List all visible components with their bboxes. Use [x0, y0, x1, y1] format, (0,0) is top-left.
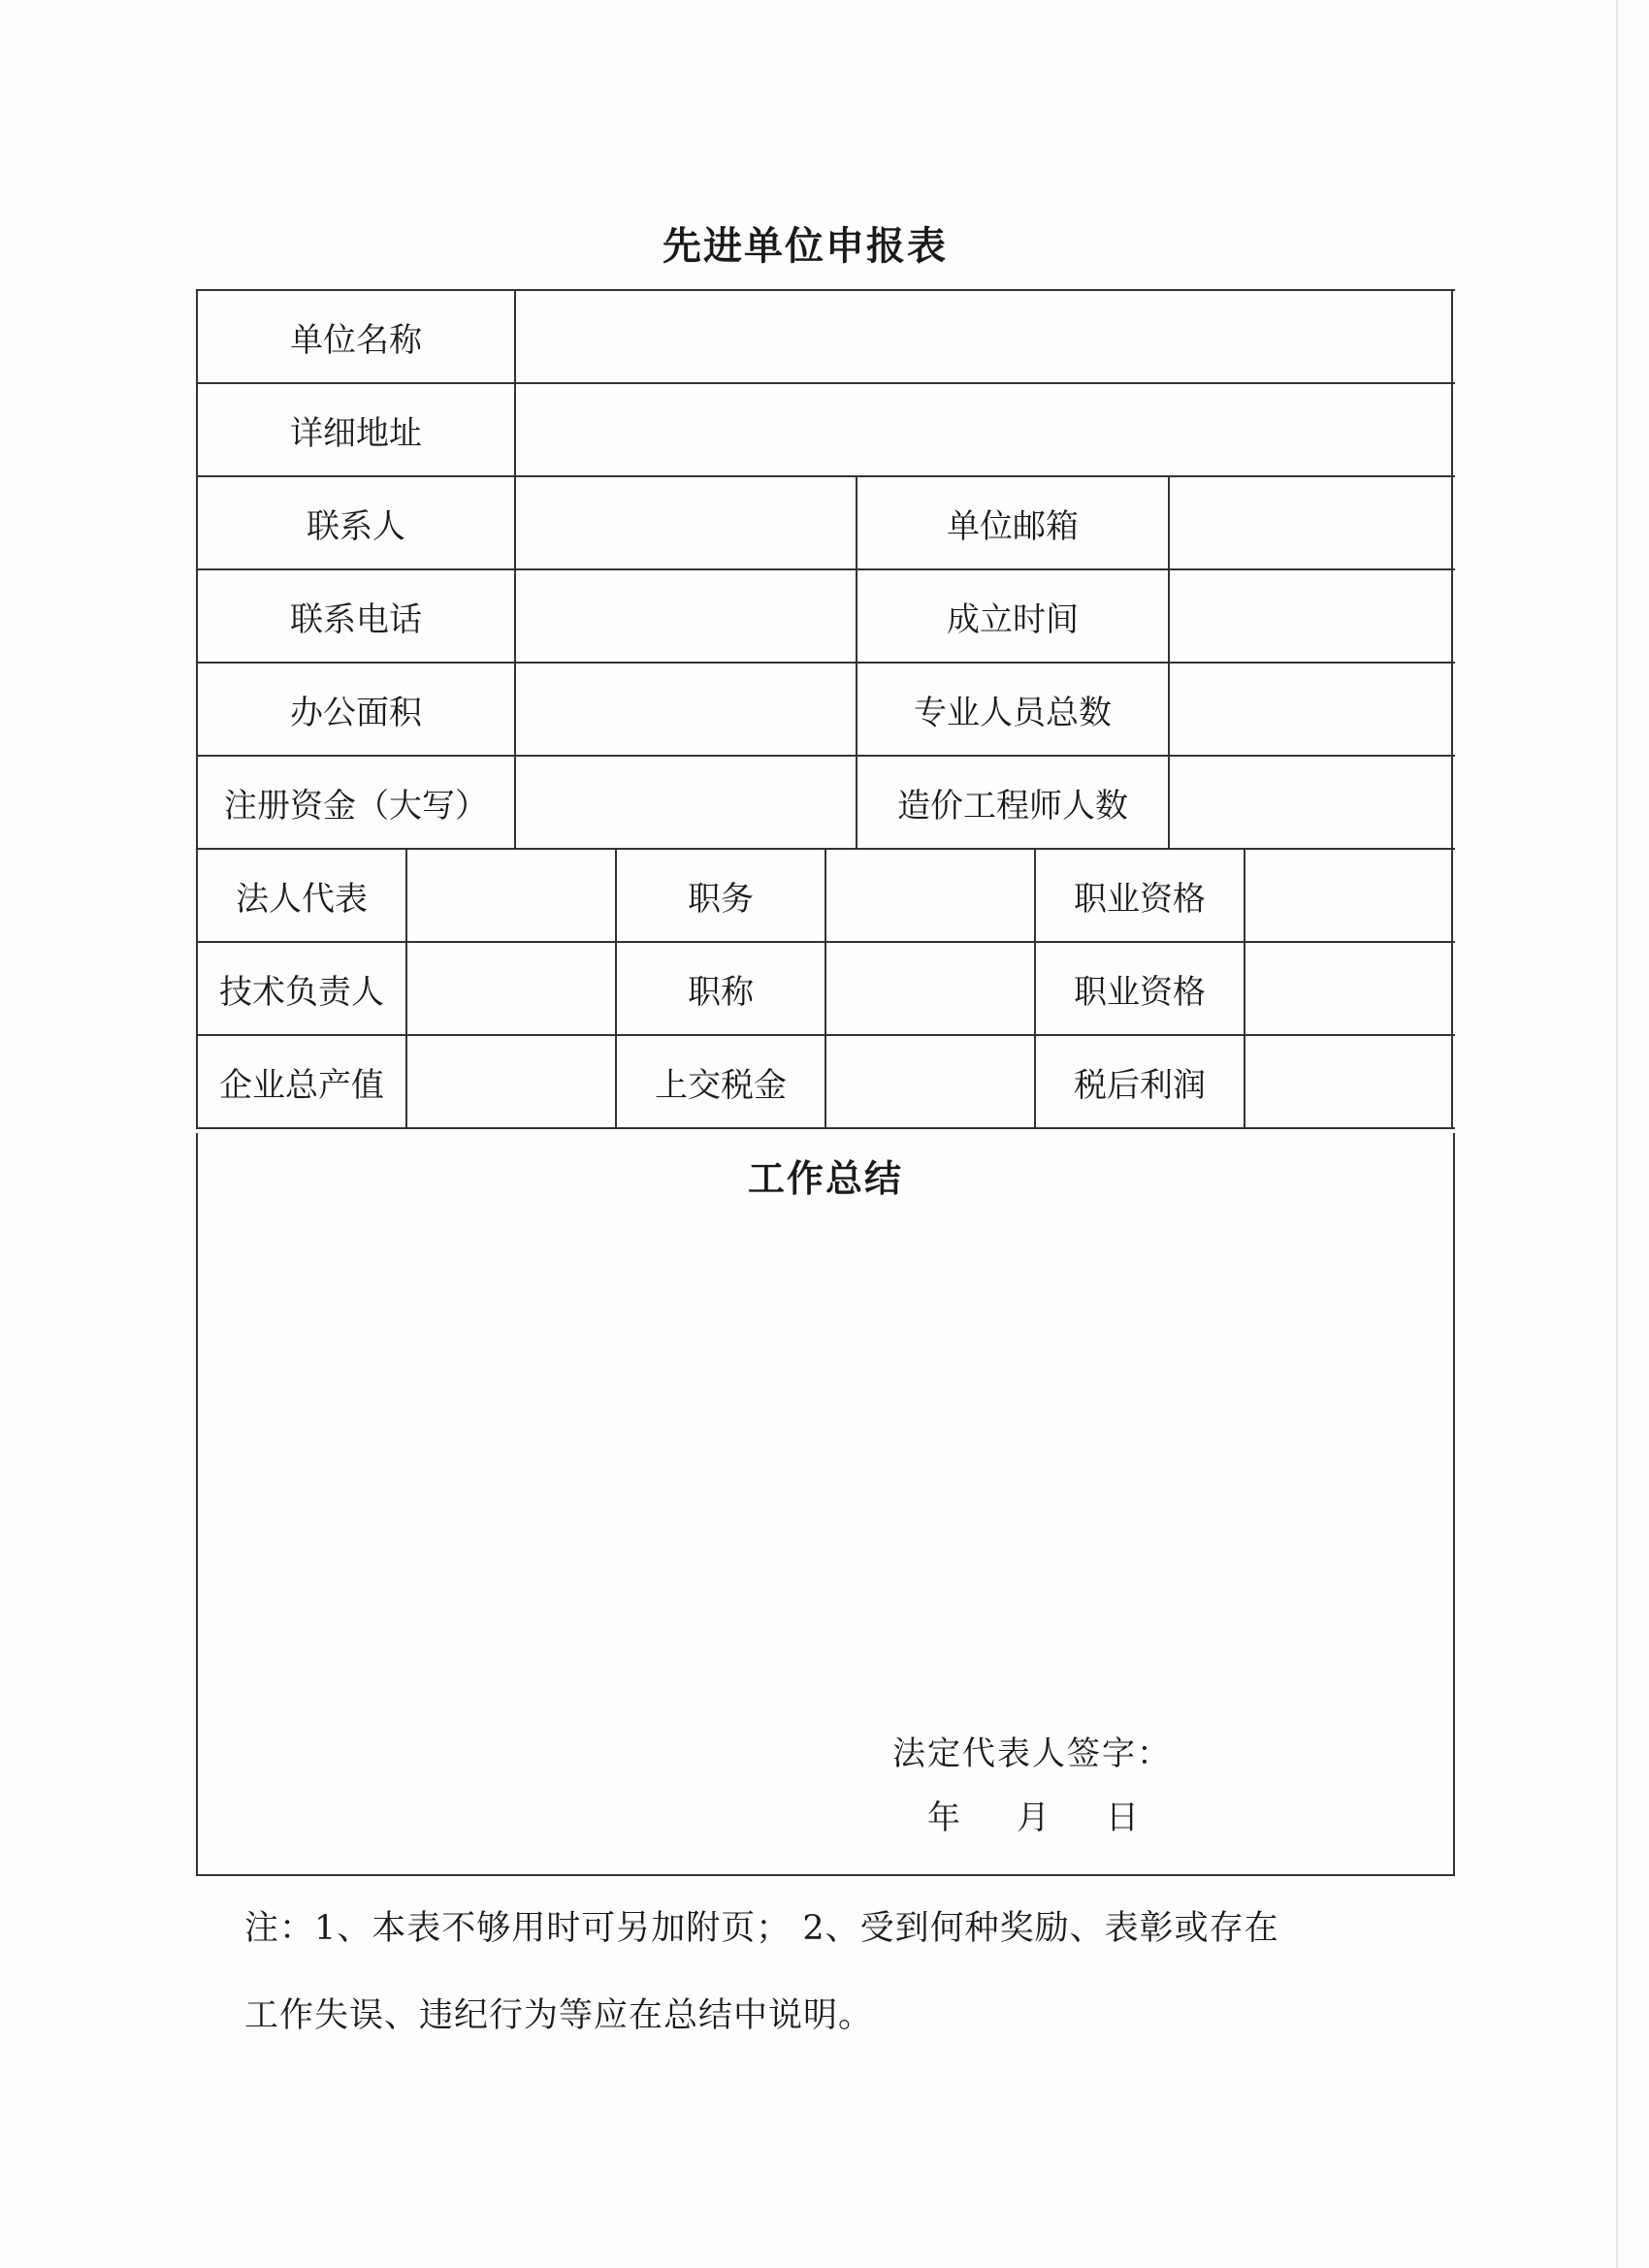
work-summary-box[interactable]	[196, 1133, 1455, 1876]
tech-qualification-field[interactable]	[1245, 943, 1453, 1034]
form-title: 先进单位申报表	[663, 223, 948, 269]
note-line-1: 注：1、本表不够用时可另加附页； 2、受到何种奖励、表彰或存在	[244, 1909, 1279, 1948]
table-row	[198, 477, 1455, 570]
table-row	[198, 664, 1455, 757]
qualification-label: 职业资格	[1036, 850, 1245, 941]
table-row	[198, 943, 1455, 1036]
legal-rep-field[interactable]	[407, 850, 617, 941]
scan-edge-line	[1616, 0, 1618, 2268]
tech-qualification-label: 职业资格	[1036, 943, 1245, 1034]
address-label: 详细地址	[198, 384, 516, 475]
taxes-paid-field[interactable]	[826, 1036, 1036, 1127]
date-line	[927, 1791, 1139, 1838]
year-label: 年	[927, 1798, 960, 1837]
table-row	[198, 570, 1455, 664]
contact-person-label: 联系人	[198, 477, 516, 568]
unit-name-field[interactable]	[516, 291, 1453, 382]
unit-email-label: 单位邮箱	[857, 477, 1170, 568]
staff-total-field[interactable]	[1170, 664, 1453, 755]
office-area-field[interactable]	[516, 664, 857, 755]
net-profit-label: 税后利润	[1036, 1036, 1245, 1127]
month-label: 月	[1017, 1798, 1050, 1837]
phone-field[interactable]	[516, 570, 857, 662]
table-row	[198, 291, 1455, 384]
note-line-2: 工作失误、违纪行为等应在总结中说明。	[244, 1996, 874, 2035]
cost-engineer-count-field[interactable]	[1170, 757, 1453, 848]
phone-label: 联系电话	[198, 570, 516, 662]
taxes-paid-label: 上交税金	[617, 1036, 826, 1127]
position-field[interactable]	[826, 850, 1036, 941]
table-row	[198, 384, 1455, 477]
table-row	[198, 850, 1455, 943]
staff-total-label: 专业人员总数	[857, 664, 1170, 755]
signature-label: 法定代表人签字：	[892, 1734, 1172, 1773]
office-area-label: 办公面积	[198, 664, 516, 755]
registered-capital-label: 注册资金（大写）	[198, 757, 516, 848]
work-summary-title: 工作总结	[747, 1156, 903, 1200]
address-field[interactable]	[516, 384, 1453, 475]
application-form-table	[196, 289, 1455, 1129]
title-rank-label: 职称	[617, 943, 826, 1034]
day-label: 日	[1106, 1798, 1139, 1837]
unit-name-label: 单位名称	[198, 291, 516, 382]
founded-date-field[interactable]	[1170, 570, 1453, 662]
total-output-field[interactable]	[407, 1036, 617, 1127]
net-profit-field[interactable]	[1245, 1036, 1453, 1127]
title-rank-field[interactable]	[826, 943, 1036, 1034]
unit-email-field[interactable]	[1170, 477, 1453, 568]
table-row	[198, 757, 1455, 850]
position-label: 职务	[617, 850, 826, 941]
tech-lead-label: 技术负责人	[198, 943, 407, 1034]
qualification-field[interactable]	[1245, 850, 1453, 941]
contact-person-field[interactable]	[516, 477, 857, 568]
founded-date-label: 成立时间	[857, 570, 1170, 662]
legal-rep-label: 法人代表	[198, 850, 407, 941]
cost-engineer-count-label: 造价工程师人数	[857, 757, 1170, 848]
table-row	[198, 1036, 1455, 1129]
tech-lead-field[interactable]	[407, 943, 617, 1034]
registered-capital-field[interactable]	[516, 757, 857, 848]
total-output-label: 企业总产值	[198, 1036, 407, 1127]
